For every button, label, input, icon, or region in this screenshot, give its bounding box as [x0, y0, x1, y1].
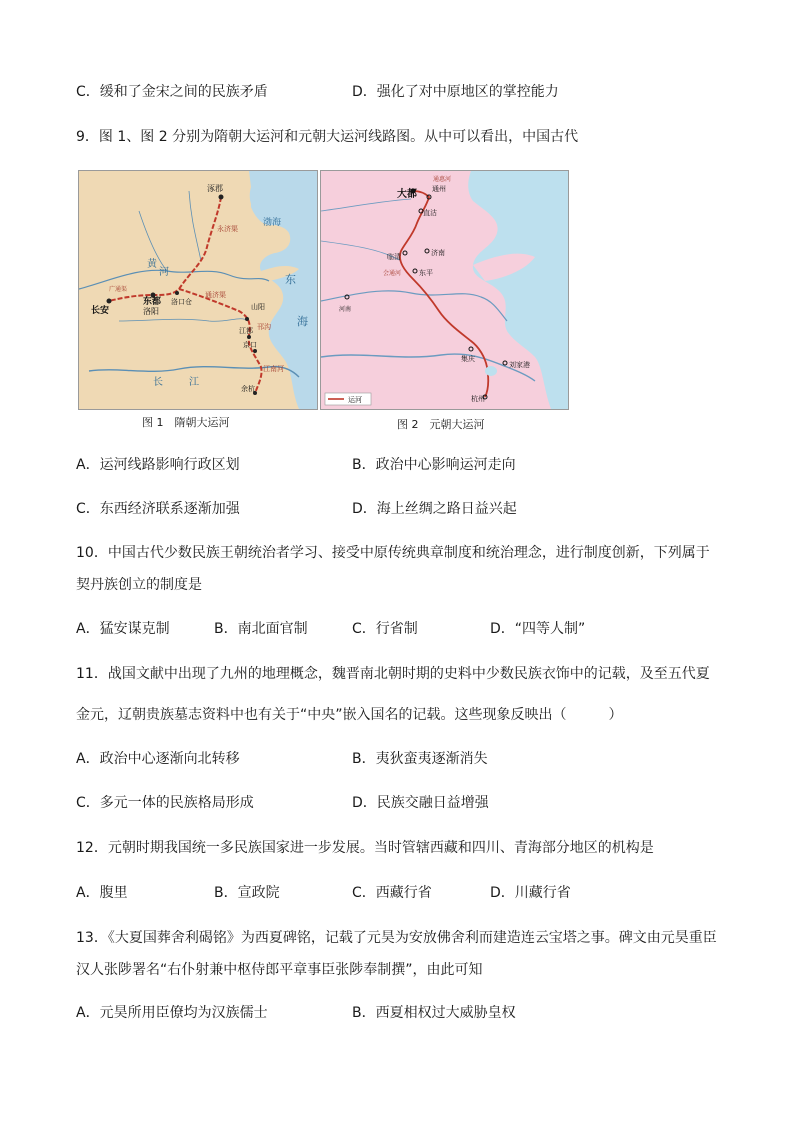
sui-canal-map [78, 170, 318, 410]
label-zhuojun: 涿郡 [207, 184, 223, 193]
q9-option-d: D．海上丝绸之路日益兴起 [352, 501, 517, 517]
q9-option-b: B．政治中心影响运河走向 [352, 457, 516, 473]
label-henan: 河南 [339, 306, 352, 313]
q8-option-c: C．缓和了金宋之间的民族矛盾 [76, 84, 268, 100]
label-dongping: 东平 [419, 269, 433, 277]
label-tongzhou: 通州 [432, 185, 446, 193]
label-jiangdu: 江都 [239, 327, 253, 335]
label-jiqing: 集庆 [461, 355, 475, 363]
label-chang: 长 [153, 377, 163, 388]
label-dadu: 大都 [397, 189, 417, 200]
label-jiang: 江 [189, 377, 199, 388]
label-hai: 海 [297, 315, 308, 328]
q8-option-d: D．强化了对中原地区的掌控能力 [352, 84, 559, 100]
label-jingkou: 京口 [243, 341, 257, 349]
q10-option-d: D．“四等人制” [490, 621, 586, 637]
q12-option-a: A．腹里 [76, 885, 128, 901]
map1-caption: 图 1 隋朝大运河 [142, 416, 230, 429]
label-jiangnan: 江南河 [263, 365, 284, 373]
label-luokoucang: 洛口仓 [171, 298, 192, 306]
label-huizhonghe: 会通河 [383, 270, 402, 277]
q10-stem-line1: 10．中国古代少数民族王朝统治者学习、接受中原传统典章制度和统治理念，进行制度创新，下列属于 [76, 545, 710, 561]
q12-option-d: D．川藏行省 [490, 885, 571, 901]
q10-stem-line2: 契丹族创立的制度是 [76, 577, 202, 593]
label-yongji: 永济渠 [217, 225, 238, 233]
q9-stem: 9．图 1、图 2 分别为隋朝大运河和元朝大运河线路图。从中可以看出，中国古代 [76, 129, 579, 145]
label-zhigu: 直沽 [423, 209, 437, 217]
map2-caption: 图 2 元朝大运河 [397, 418, 485, 431]
label-shanyang: 山阳 [251, 303, 265, 311]
q9-option-c: C．东西经济联系逐渐加强 [76, 501, 240, 517]
label-yuhang: 余杭 [241, 385, 255, 393]
label-tongji: 通济渠 [205, 291, 226, 299]
q13-option-a: A．元昊所用臣僚均为汉族儒士 [76, 1005, 268, 1021]
q10-option-a: A．猛安谋克制 [76, 621, 170, 637]
yuan-canal-map [320, 170, 569, 410]
label-bohai: 渤海 [263, 218, 282, 228]
q12-stem: 12．元朝时期我国统一多民族国家进一步发展。当时管辖西藏和四川、青海部分地区的机构是 [76, 840, 654, 856]
label-dongdu: 东都 [143, 297, 162, 307]
q12-option-b: B．宣政院 [214, 885, 280, 901]
label-tonghuihe: 通惠河 [433, 176, 452, 183]
q10-option-b: B．南北面官制 [214, 621, 308, 637]
label-linqing: 临清 [387, 253, 401, 261]
q9-option-a: A．运河线路影响行政区划 [76, 457, 240, 473]
q11-stem-line2: 金元，辽朝贵族墓志资料中也有关于“中央”嵌入国名的记载。这些现象反映出（ ） [76, 707, 623, 723]
q13-option-b: B．西夏相权过大威胁皇权 [352, 1005, 516, 1021]
q11-option-c: C．多元一体的民族格局形成 [76, 795, 254, 811]
q13-stem-line2: 汉人张陟署名“右仆射兼中枢侍郎平章事臣张陟奉制撰”，由此可知 [76, 962, 483, 978]
label-dong: 东 [285, 273, 296, 286]
label-guangtong: 广通渠 [109, 286, 128, 293]
label-hangzhou: 杭州 [471, 395, 485, 403]
map2-legend-label: 运河 [348, 396, 362, 404]
q10-option-c: C．行省制 [352, 621, 418, 637]
label-jinan: 济南 [431, 249, 445, 257]
label-he: 河 [159, 267, 169, 278]
q11-stem-line1: 11．战国文献中出现了九州的地理概念，魏晋南北朝时期的史料中少数民族衣饰中的记载，及至五代夏 [76, 666, 710, 682]
q11-option-d: D．民族交融日益增强 [352, 795, 489, 811]
label-huang: 黄 [147, 259, 157, 270]
label-liujiagang: 刘家港 [509, 361, 530, 369]
sui-canal-map-graphic [79, 171, 317, 409]
q11-option-a: A．政治中心逐渐向北转移 [76, 751, 240, 767]
q11-option-b: B．夷狄蛮夷逐渐消失 [352, 751, 488, 767]
label-changan: 长安 [91, 306, 110, 316]
label-luoyang: 洛阳 [143, 307, 159, 316]
q12-option-c: C．西藏行省 [352, 885, 432, 901]
q13-stem-line1: 13．《大夏国葬舍利碣铭》为西夏碑铭，记载了元昊为安放佛舍利而建造连云宝塔之事。碑文由元昊重臣 [76, 930, 717, 946]
label-hangou: 邗沟 [257, 323, 271, 331]
yuan-canal-map-graphic [321, 171, 568, 409]
